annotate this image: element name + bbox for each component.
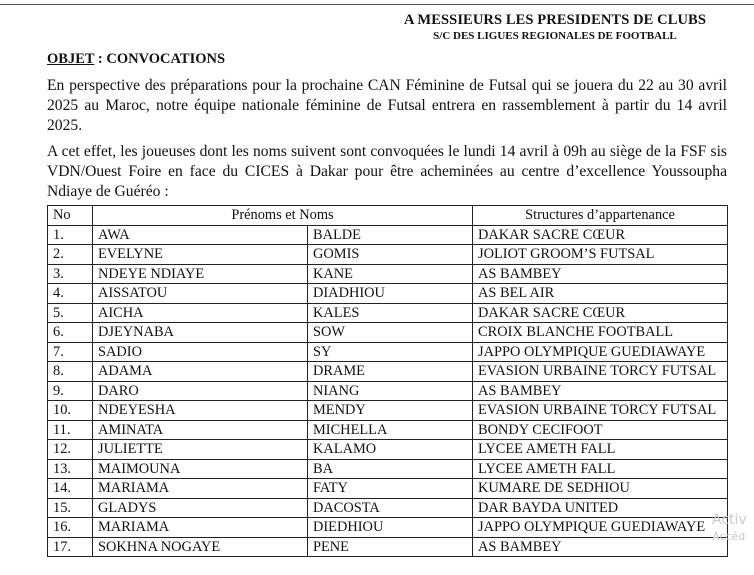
player-club: DAKAR SACRE CŒUR [473,225,728,245]
player-first-name: AICHA [93,303,308,323]
table-row [48,323,728,343]
table-row [48,518,728,538]
player-first-name: AWA [93,225,308,245]
table-row [48,498,728,518]
table-row [48,479,728,499]
player-club: AS BAMBEY [473,264,728,284]
player-last-name: KALES [308,303,473,323]
addressee-cc: S/C DES LIGUES REGIONALES DE FOOTBALL [433,30,677,42]
player-number: 13. [48,459,93,479]
table-row [48,245,728,265]
player-number: 12. [48,440,93,460]
player-club: JAPPO OLYMPIQUE GUEDIAWAYE [473,342,728,362]
players-table [47,205,728,557]
player-last-name: MENDY [308,401,473,421]
header-club: Structures d’appartenance [473,206,728,226]
table-row [48,459,728,479]
player-club: BONDY CECIFOOT [473,420,728,440]
player-number: 3. [48,264,93,284]
player-last-name: KALAMO [308,440,473,460]
player-club: JOLIOT GROOM’S FUTSAL [473,245,728,265]
player-first-name: SADIO [93,342,308,362]
player-first-name: ADAMA [93,362,308,382]
subject-separator: : [94,51,107,67]
top-rule [0,4,754,5]
player-first-name: MAIMOUNA [93,459,308,479]
player-first-name: DJEYNABA [93,323,308,343]
watermark-line-1: Activ [712,512,747,528]
players-table-body [48,225,728,557]
player-club: AS BAMBEY [473,537,728,557]
player-number: 15. [48,498,93,518]
player-last-name: FATY [308,479,473,499]
paragraph-intro: En perspective des préparations pour la prochaine CAN Féminine de Futsal qui se jouera du 22 au 30 avril 2025 au Maroc, notre équipe nationale féminine de Futsal entrera en rassemblement à partir du 14 avril 2025. [47,77,727,134]
player-club: JAPPO OLYMPIQUE GUEDIAWAYE [473,518,728,538]
header-no: No [48,206,93,226]
player-first-name: MARIAMA [93,479,308,499]
table-row [48,284,728,304]
paragraph-convocation: A cet effet, les joueuses dont les noms suivent sont convoquées le lundi 14 avril à 09h au siège de la FSF sis VDN/Ouest Foire en face du CICES à Dakar pour être acheminées au centre d’excellence Youssoupha Ndiaye de Guéréo : [47,143,727,200]
player-club: KUMARE DE SEDHIOU [473,479,728,499]
player-number: 5. [48,303,93,323]
player-club: EVASION URBAINE TORCY FUTSAL [473,362,728,382]
table-row [48,420,728,440]
player-number: 8. [48,362,93,382]
player-first-name: NDEYESHA [93,401,308,421]
subject-line [47,51,225,68]
player-first-name: SOKHNA NOGAYE [93,537,308,557]
player-last-name: SOW [308,323,473,343]
table-header-row [48,206,728,226]
player-first-name: MARIAMA [93,518,308,538]
player-number: 17. [48,537,93,557]
player-club: LYCEE AMETH FALL [473,459,728,479]
player-number: 14. [48,479,93,499]
player-club: LYCEE AMETH FALL [473,440,728,460]
table-row [48,303,728,323]
player-number: 6. [48,323,93,343]
player-number: 9. [48,381,93,401]
player-club: DAKAR SACRE CŒUR [473,303,728,323]
table-row [48,264,728,284]
player-club: EVASION URBAINE TORCY FUTSAL [473,401,728,421]
player-number: 4. [48,284,93,304]
addressee-block [404,12,706,42]
player-first-name: JULIETTE [93,440,308,460]
player-last-name: KANE [308,264,473,284]
player-last-name: BALDE [308,225,473,245]
watermark-line-2: Accéd [712,530,746,543]
player-last-name: DACOSTA [308,498,473,518]
player-last-name: DIEDHIOU [308,518,473,538]
player-club: AS BEL AIR [473,284,728,304]
windows-activation-watermark [712,512,747,543]
player-first-name: GLADYS [93,498,308,518]
player-last-name: DIADHIOU [308,284,473,304]
player-club: CROIX BLANCHE FOOTBALL [473,323,728,343]
player-number: 7. [48,342,93,362]
player-number: 2. [48,245,93,265]
player-first-name: AISSATOU [93,284,308,304]
player-number: 11. [48,420,93,440]
subject-label: OBJET [47,51,95,67]
player-first-name: AMINATA [93,420,308,440]
player-first-name: NDEYE NDIAYE [93,264,308,284]
player-first-name: DARO [93,381,308,401]
table-row [48,342,728,362]
player-last-name: PENE [308,537,473,557]
table-row [48,401,728,421]
subject-text: CONVOCATIONS [106,51,226,67]
player-last-name: NIANG [308,381,473,401]
player-last-name: DRAME [308,362,473,382]
table-row [48,381,728,401]
player-club: DAR BAYDA UNITED [473,498,728,518]
player-number: 10. [48,401,93,421]
player-last-name: BA [308,459,473,479]
table-row [48,440,728,460]
player-number: 16. [48,518,93,538]
player-last-name: MICHELLA [308,420,473,440]
header-name: Prénoms et Noms [93,206,473,226]
player-last-name: SY [308,342,473,362]
addressee: A MESSIEURS LES PRESIDENTS DE CLUBS [403,12,706,28]
player-club: AS BAMBEY [473,381,728,401]
table-row [48,537,728,557]
player-number: 1. [48,225,93,245]
table-row [48,362,728,382]
player-first-name: EVELYNE [93,245,308,265]
player-last-name: GOMIS [308,245,473,265]
table-row [48,225,728,245]
